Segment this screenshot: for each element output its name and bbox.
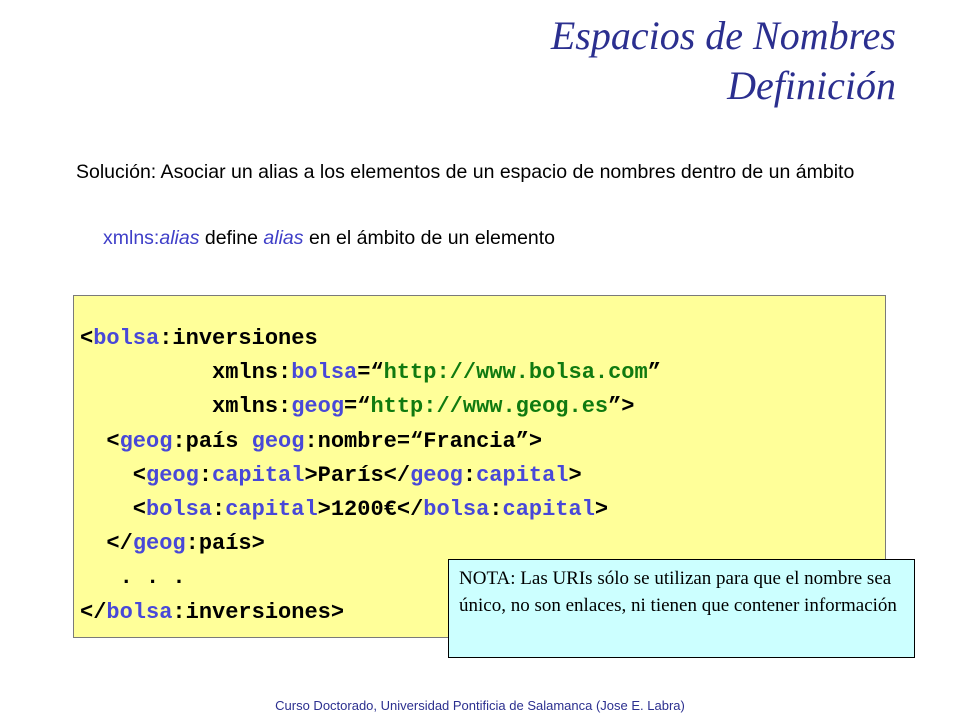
code-namespace-token: geog: [119, 428, 173, 454]
code-token: :inversiones>: [172, 599, 345, 625]
code-namespace-token: bolsa: [423, 497, 490, 523]
code-line: [80, 493, 661, 527]
code-namespace-token: geog: [251, 428, 305, 454]
code-token: </: [80, 599, 107, 625]
code-token: >París</: [304, 462, 411, 488]
code-uri-token: http://www.bolsa.com: [383, 360, 648, 386]
code-token: xmlns:: [80, 394, 292, 420]
code-namespace-token: geog: [410, 462, 463, 488]
code-line: [80, 322, 661, 356]
alias-definition: [103, 226, 555, 250]
code-token: =“: [357, 360, 384, 386]
code-token: >: [594, 497, 609, 523]
alias-term: alias: [263, 227, 304, 249]
code-token: :: [198, 462, 213, 488]
code-token: <: [80, 497, 147, 523]
code-namespace-token: bolsa: [93, 326, 160, 351]
footer: Curso Doctorado, Universidad Pontificia de Salamanca (Jose E. Labra): [275, 698, 685, 713]
code-uri-token: http://www.geog.es: [370, 394, 609, 420]
code-token: :país>: [185, 531, 265, 557]
code-namespace-token: bolsa: [106, 599, 173, 625]
slide-subtitle: Definición: [727, 63, 896, 108]
code-token: ”>: [608, 394, 635, 420]
alias-define-text: define: [199, 227, 264, 249]
alias-term: alias: [159, 227, 200, 249]
code-line: [80, 459, 661, 493]
code-namespace-token: geog: [146, 462, 199, 488]
code-line: [80, 356, 661, 390]
code-token: :país: [172, 428, 252, 454]
code-token: . . .: [80, 565, 186, 591]
slide-title: Espacios de Nombres: [550, 13, 896, 58]
code-token: :: [462, 462, 477, 488]
code-token: >: [568, 462, 582, 488]
code-namespace-token: bolsa: [291, 360, 358, 386]
code-token: ”: [647, 360, 661, 386]
code-line: [80, 425, 661, 459]
code-token: :inversiones: [159, 326, 318, 351]
code-namespace-token: capital: [212, 462, 305, 488]
code-namespace-token: capital: [225, 497, 318, 523]
code-line: [80, 390, 661, 424]
code-namespace-token: bolsa: [146, 497, 213, 523]
alias-scope-text: en el ámbito de un elemento: [303, 227, 556, 249]
code-namespace-token: geog: [291, 394, 345, 420]
xmlns-prefix: xmlns:: [103, 227, 160, 249]
code-namespace-token: geog: [132, 531, 186, 557]
note-box: NOTA: Las URIs sólo se utilizan para que el nombre sea único, no son enlaces, ni tienen que contener información: [448, 559, 915, 658]
code-token: =“: [344, 394, 371, 420]
code-token: :: [489, 497, 503, 523]
code-line: [80, 527, 661, 561]
code-token: xmlns:: [80, 360, 292, 386]
code-token: >1200€</: [317, 497, 424, 523]
code-token: </: [80, 531, 133, 557]
code-namespace-token: capital: [502, 497, 595, 523]
code-namespace-token: capital: [476, 462, 569, 488]
solution-text: Solución: Asociar un alias a los elementos de un espacio de nombres dentro de un ámbito: [76, 161, 855, 183]
code-token: <: [80, 428, 120, 454]
code-token: :nombre=“Francia”>: [304, 428, 543, 454]
code-token: :: [212, 497, 226, 523]
code-token: <: [80, 326, 94, 351]
code-token: <: [80, 462, 147, 488]
